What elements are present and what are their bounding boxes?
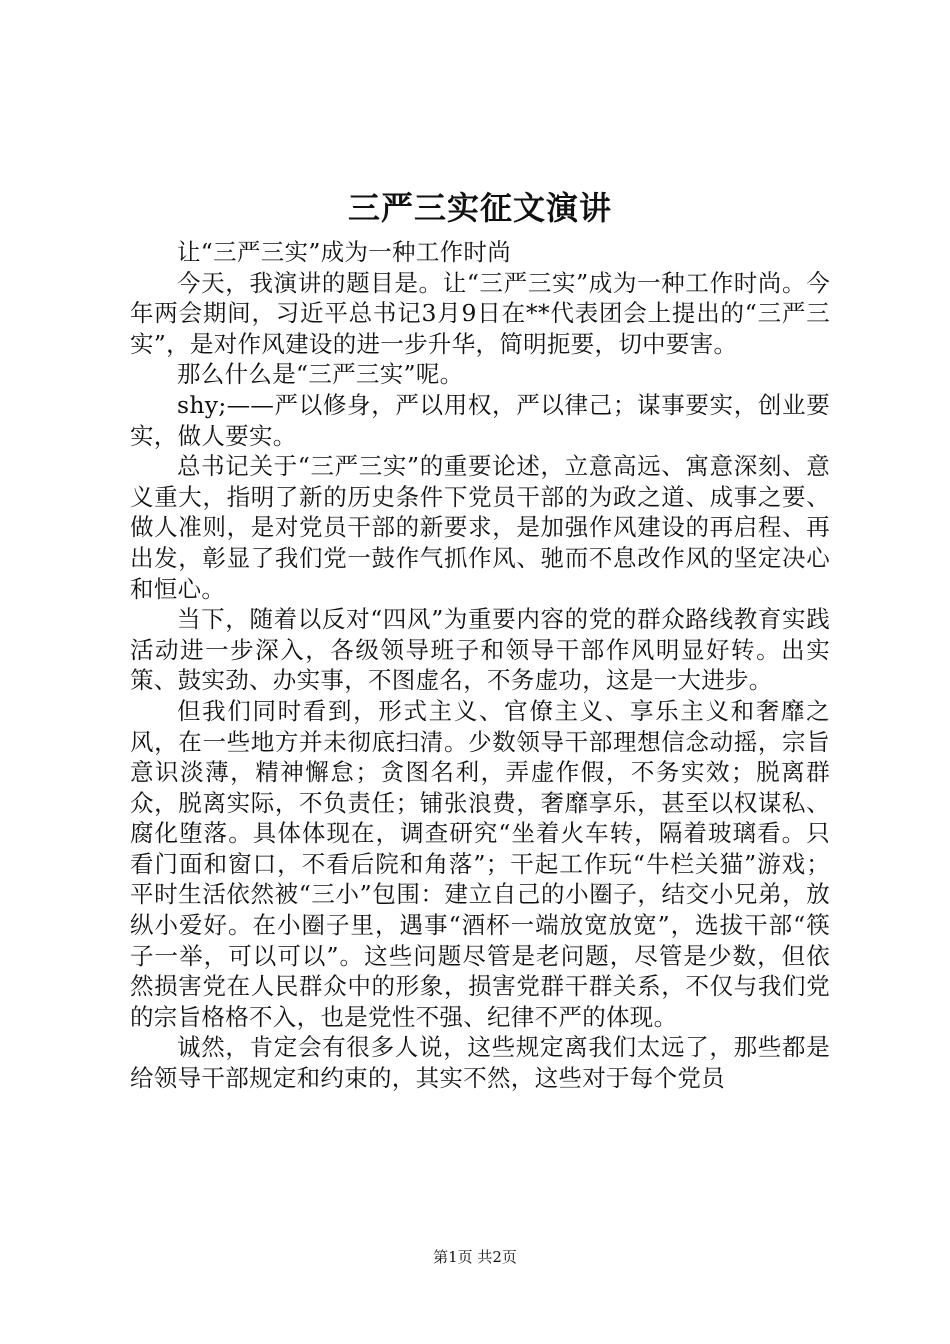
paragraph: 总书记关于“三严三实”的重要论述，立意高远、寓意深刻、意义重大，指明了新的历史条件下党员干部的为政之道、成事之要、做人准则，是对党员干部的新要求，是加强作风建设的再启程、再出发，彰显了我们党一鼓作气抓作风、驰而不息改作风的坚定决心和恒心。 (130, 452, 830, 603)
paragraph: 那么什么是“三严三实”呢。 (177, 360, 464, 389)
document-body (130, 237, 830, 1094)
paragraph: 但我们同时看到，形式主义、官僚主义、享乐主义和奢靡之风，在一些地方并未彻底扫清。少数领导干部理想信念动摇，宗旨意识淡薄，精神懈怠；贪图名利，弄虚作假，不务实效；脱离群众，脱离实际，不负责任；铺张浪费，奢靡享乐，甚至以权谋私、腐化堕落。具体体现在，调查研究“坐着火车转，隔着玻璃看。只看门面和窗口，不看后院和角落”；干起工作玩“牛栏关猫”游戏；平时生活依然被“三小”包围：建立自己的小圈子，结交小兄弟，放纵小爱好。在小圈子里，遇事“酒杯一端放宽放宽”，选拔干部“筷子一举，可以可以”。这些问题尽管是老问题，尽管是少数，但依然损害党在人民群众中的形象，损害党群干群关系，不仅与我们党的宗旨格格不入，也是党性不强、纪律不严的体现。 (130, 696, 830, 1031)
paragraph-subtitle: 让“三严三实”成为一种工作时尚 (177, 238, 512, 266)
paragraph: shy;——严以修身，严以用权，严以律己；谋事要实，创业要实，做人要实。 (130, 390, 830, 450)
page-footer (0, 1247, 950, 1267)
paragraph: 诚然，肯定会有很多人说，这些规定离我们太远了，那些都是给领导干部规定和约束的，其实不然，这些对于每个党员 (130, 1033, 830, 1093)
paragraph: 今天，我演讲的题目是。让“三严三实”成为一种工作时尚。今年两会期间，习近平总书记3月9日在**代表团会上提出的“三严三实”，是对作风建设的进一步升华，简明扼要，切中要害。 (130, 268, 830, 358)
paragraph: 当下，随着以反对“四风”为重要内容的党的群众路线教育实践活动进一步深入，各级领导班子和领导干部作风明显好转。出实策、鼓实劲、办实事，不图虚名，不务虚功，这是一大进步。 (130, 605, 830, 695)
document-page (130, 185, 830, 1094)
document-title: 三严三实征文演讲 (347, 189, 612, 227)
page-indicator: 第1页 共2页 (433, 1248, 517, 1266)
